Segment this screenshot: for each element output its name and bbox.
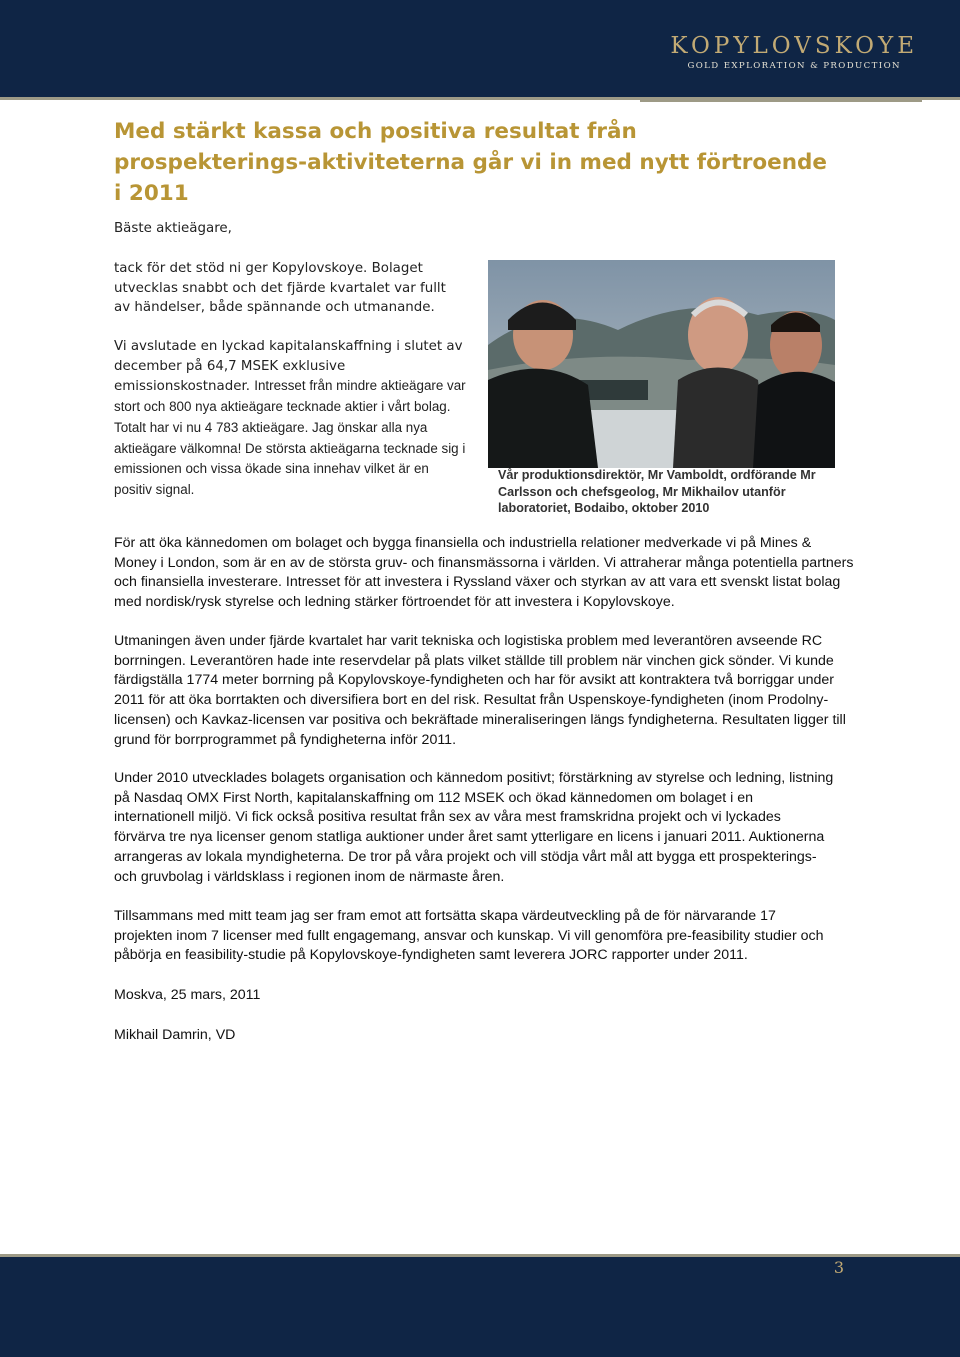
year-summary-paragraph: Under 2010 utvecklades bolagets organisation och kännedom positivt; förstärkning av styrelse och ledning, listning på Nasdaq OMX First North, kapitalanskaffning om 112 MSEK och ökad kännedomen om bolaget i en internationell miljö. Vi fick också positiva resultat från sex av våra mest framskridna projekt och vi lyckades förvärva tre nya licenser genom statliga auktioner under året samt ytterligare en licens i januari 2011. Auktionerna arrangeras av lokala myndigheterna. De tror på våra projekt och vill stödja vårt mål att bygga ett prospekterings- och gruvbolag i världsklass i regionen inom de närmaste åren. [114, 770, 834, 885]
place-date: Moskva, 25 mars, 2011 [114, 987, 261, 1003]
page-title: Med stärkt kassa och positiva resultat från prospekterings-aktiviteterna går vi in med nytt förtroende i 2011 [114, 119, 828, 206]
shareholders-text: Intresset från mindre aktieägare var stort och 800 nya aktieägare tecknade aktier i vårt bolag. Totalt har vi nu 4 783 aktieägare. Jag önskar alla nya aktieägare välkomna! De största aktieägarna tecknade sig i emissionen och vissa ökade sina innehav vilket är en positiv signal. [114, 378, 466, 497]
team-photo-image [488, 260, 835, 468]
brand-tagline: GOLD EXPLORATION & PRODUCTION [687, 61, 901, 71]
drilling-paragraph: Utmaningen även under fjärde kvartalet har varit tekniska och logistiska problem med leverantören avseende RC borrningen. Leverantören hade inte reservdelar på plats vilket ställde till problem när vinchen gick sönder. Vi kunde färdigställa 1774 meter borrning på Kopylovskoye-fyndigheten och har för avsikt att kontraktera två borriggar under 2011 för att öka borrtakten och diversifiera bort en del risk. Resultat från Uspenskoye-fyndigheten (inom Prodolny-licensen) och Kavkaz-licensen var positiva och bekräftade mineraliseringen längs fyndigheterna. Resultaten ligger till grund för borrprogrammet på fyndigheterna inför 2011. [114, 633, 846, 748]
signature: Mikhail Damrin, VD [114, 1027, 236, 1043]
page-footer [0, 1257, 960, 1357]
capital-raise-paragraph [114, 337, 469, 501]
outlook-paragraph: Tillsammans med mitt team jag ser fram emot att fortsätta skapa värdeutveckling på de för närvarande 17 projekten inom 7 licenser med fullt engagemang, ansvar och kunskap. Vi vill genomföra pre-feasibility studier och påbörja en feasibility-studie på Kopylovskoye-fyndigheten samt leverera JORC rapporter under 2011. [114, 908, 824, 964]
marketing-paragraph: För att öka kännedomen om bolaget och bygga finansiella och industriella relationer medverkade vi på Mines & Money i London, som är en av de största gruv- och finansmässorna i världen. Vi attraherar många potentiella partners och finansiella investerare. Intresset för att investera i Ryssland växer och styrkan av att vara ett svenskt listat bolag med nordisk/rysk styrelse och ledning stärker förtroendet för att investera i Kopylovskoye. [114, 535, 854, 611]
page-header [0, 0, 960, 97]
team-photo [488, 260, 835, 468]
page-number: 3 [833, 1258, 844, 1277]
intro-paragraph: tack för det stöd ni ger Kopylovskoye. Bolaget utvecklas snabbt och det fjärde kvartalet var fullt av händelser, både spännande och utmanande. [114, 261, 446, 316]
brand-name: KOPYLOVSKOYE [670, 33, 918, 59]
company-logo [670, 33, 918, 71]
header-accent-line [640, 100, 922, 102]
greeting: Bäste aktieägare, [114, 221, 232, 236]
photo-caption: Vår produktionsdirektör, Mr Vamboldt, ordförande Mr Carlsson och chefsgeolog, Mr Mikhailov utanför laboratoriet, Bodaibo, oktober 2010 [498, 468, 816, 515]
capital-raise-text: Vi avslutade en lyckad kapitalanskaffning i slutet av december på 64,7 MSEK exklusive emissionskostnader. [114, 339, 463, 395]
